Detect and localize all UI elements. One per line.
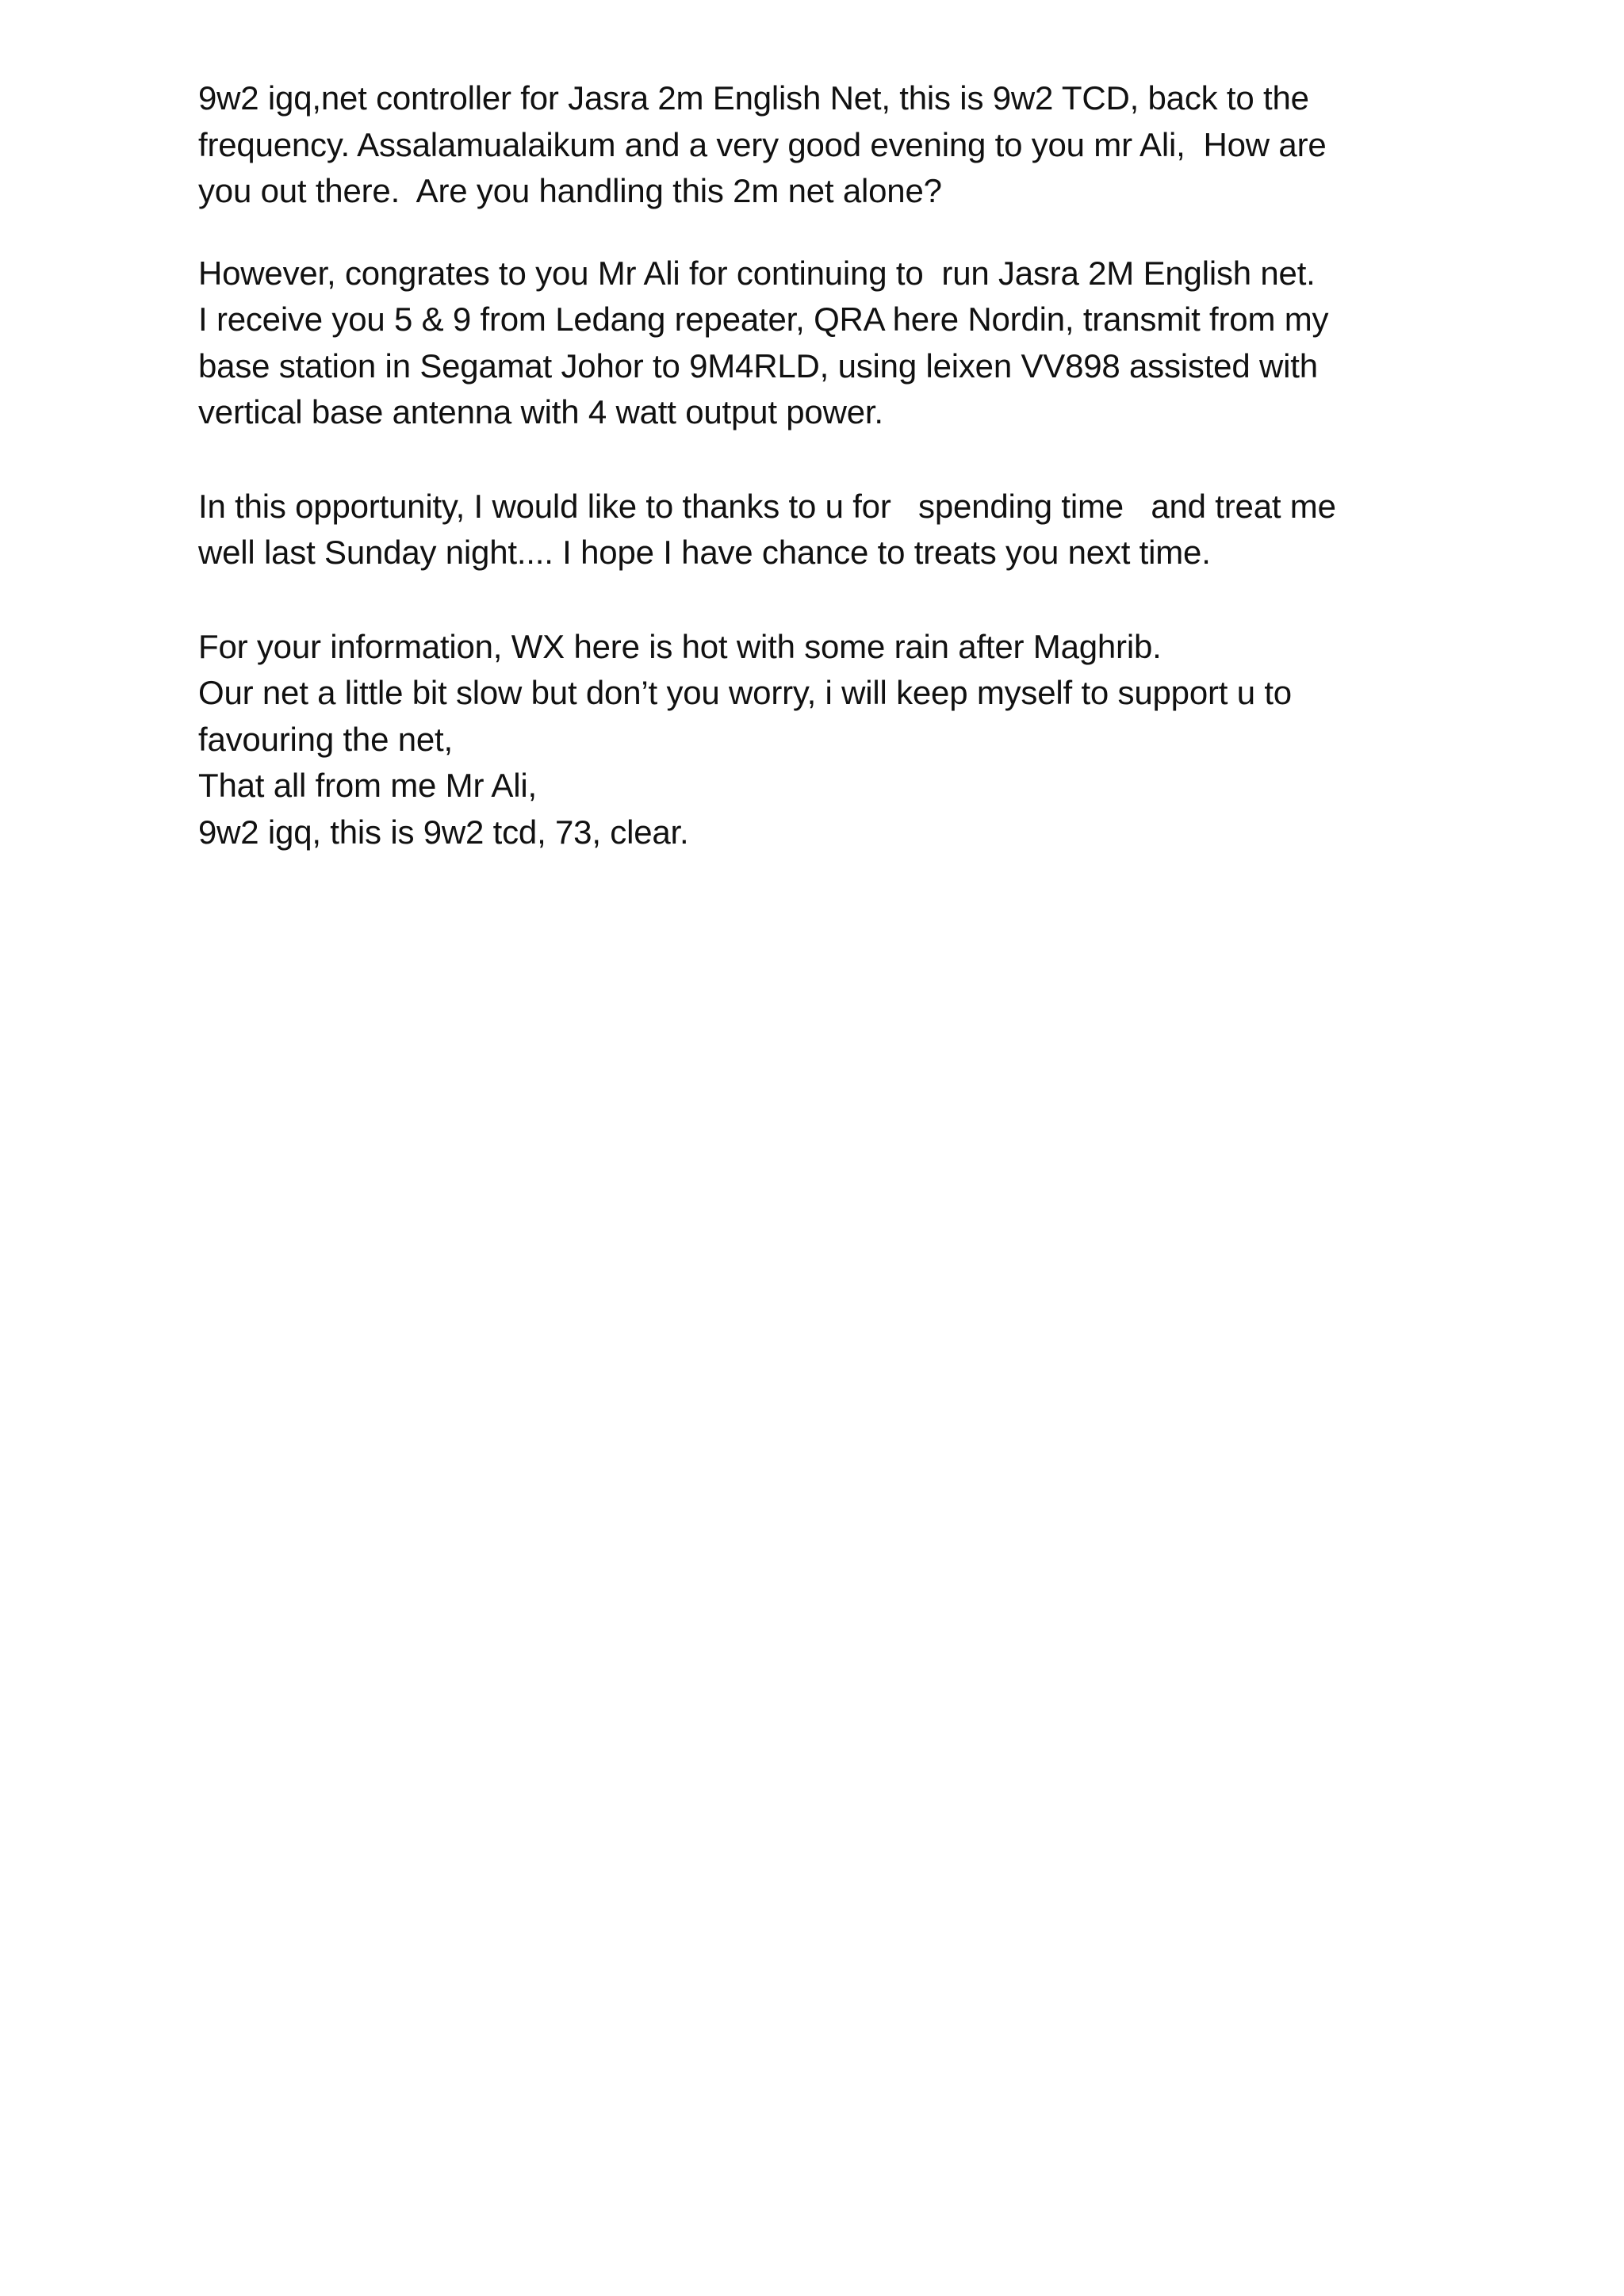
text-line: you out there. Are you handling this 2m net alone? xyxy=(198,172,942,209)
text-line: That all from me Mr Ali, xyxy=(198,767,537,804)
text-line: For your information, WX here is hot with some rain after Maghrib. xyxy=(198,627,1162,665)
paragraph-signal-report xyxy=(198,251,1467,436)
paragraph-greeting xyxy=(198,75,1467,215)
text-line: favouring the net, xyxy=(198,720,453,758)
text-line: I receive you 5 & 9 from Ledang repeater, QRA here Nordin, transmit from my xyxy=(198,300,1329,338)
text-line: In this opportunity, I would like to thanks to u for spending time and treat me xyxy=(198,487,1336,525)
paragraph-spacer xyxy=(198,436,1467,484)
text-line: 9w2 igq, this is 9w2 tcd, 73, clear. xyxy=(198,813,689,851)
document-body xyxy=(198,75,1467,855)
text-line: 9w2 igq,net controller for Jasra 2m English Net, this is 9w2 TCD, back to the xyxy=(198,79,1309,117)
text-line: However, congrates to you Mr Ali for continuing to run Jasra 2M English net. xyxy=(198,254,1316,292)
text-line: Our net a little bit slow but don’t you worry, i will keep myself to support u to xyxy=(198,674,1292,711)
paragraph-spacer xyxy=(198,576,1467,624)
text-line: vertical base antenna with 4 watt output power. xyxy=(198,393,883,430)
text-line: well last Sunday night.... I hope I have chance to treats you next time. xyxy=(198,534,1211,571)
paragraph-spacer xyxy=(198,215,1467,251)
text-line: frequency. Assalamualaikum and a very good evening to you mr Ali, How are xyxy=(198,125,1327,163)
paragraph-closing xyxy=(198,624,1467,856)
text-line: base station in Segamat Johor to 9M4RLD, using leixen VV898 assisted with xyxy=(198,346,1318,385)
paragraph-thanks xyxy=(198,484,1467,576)
